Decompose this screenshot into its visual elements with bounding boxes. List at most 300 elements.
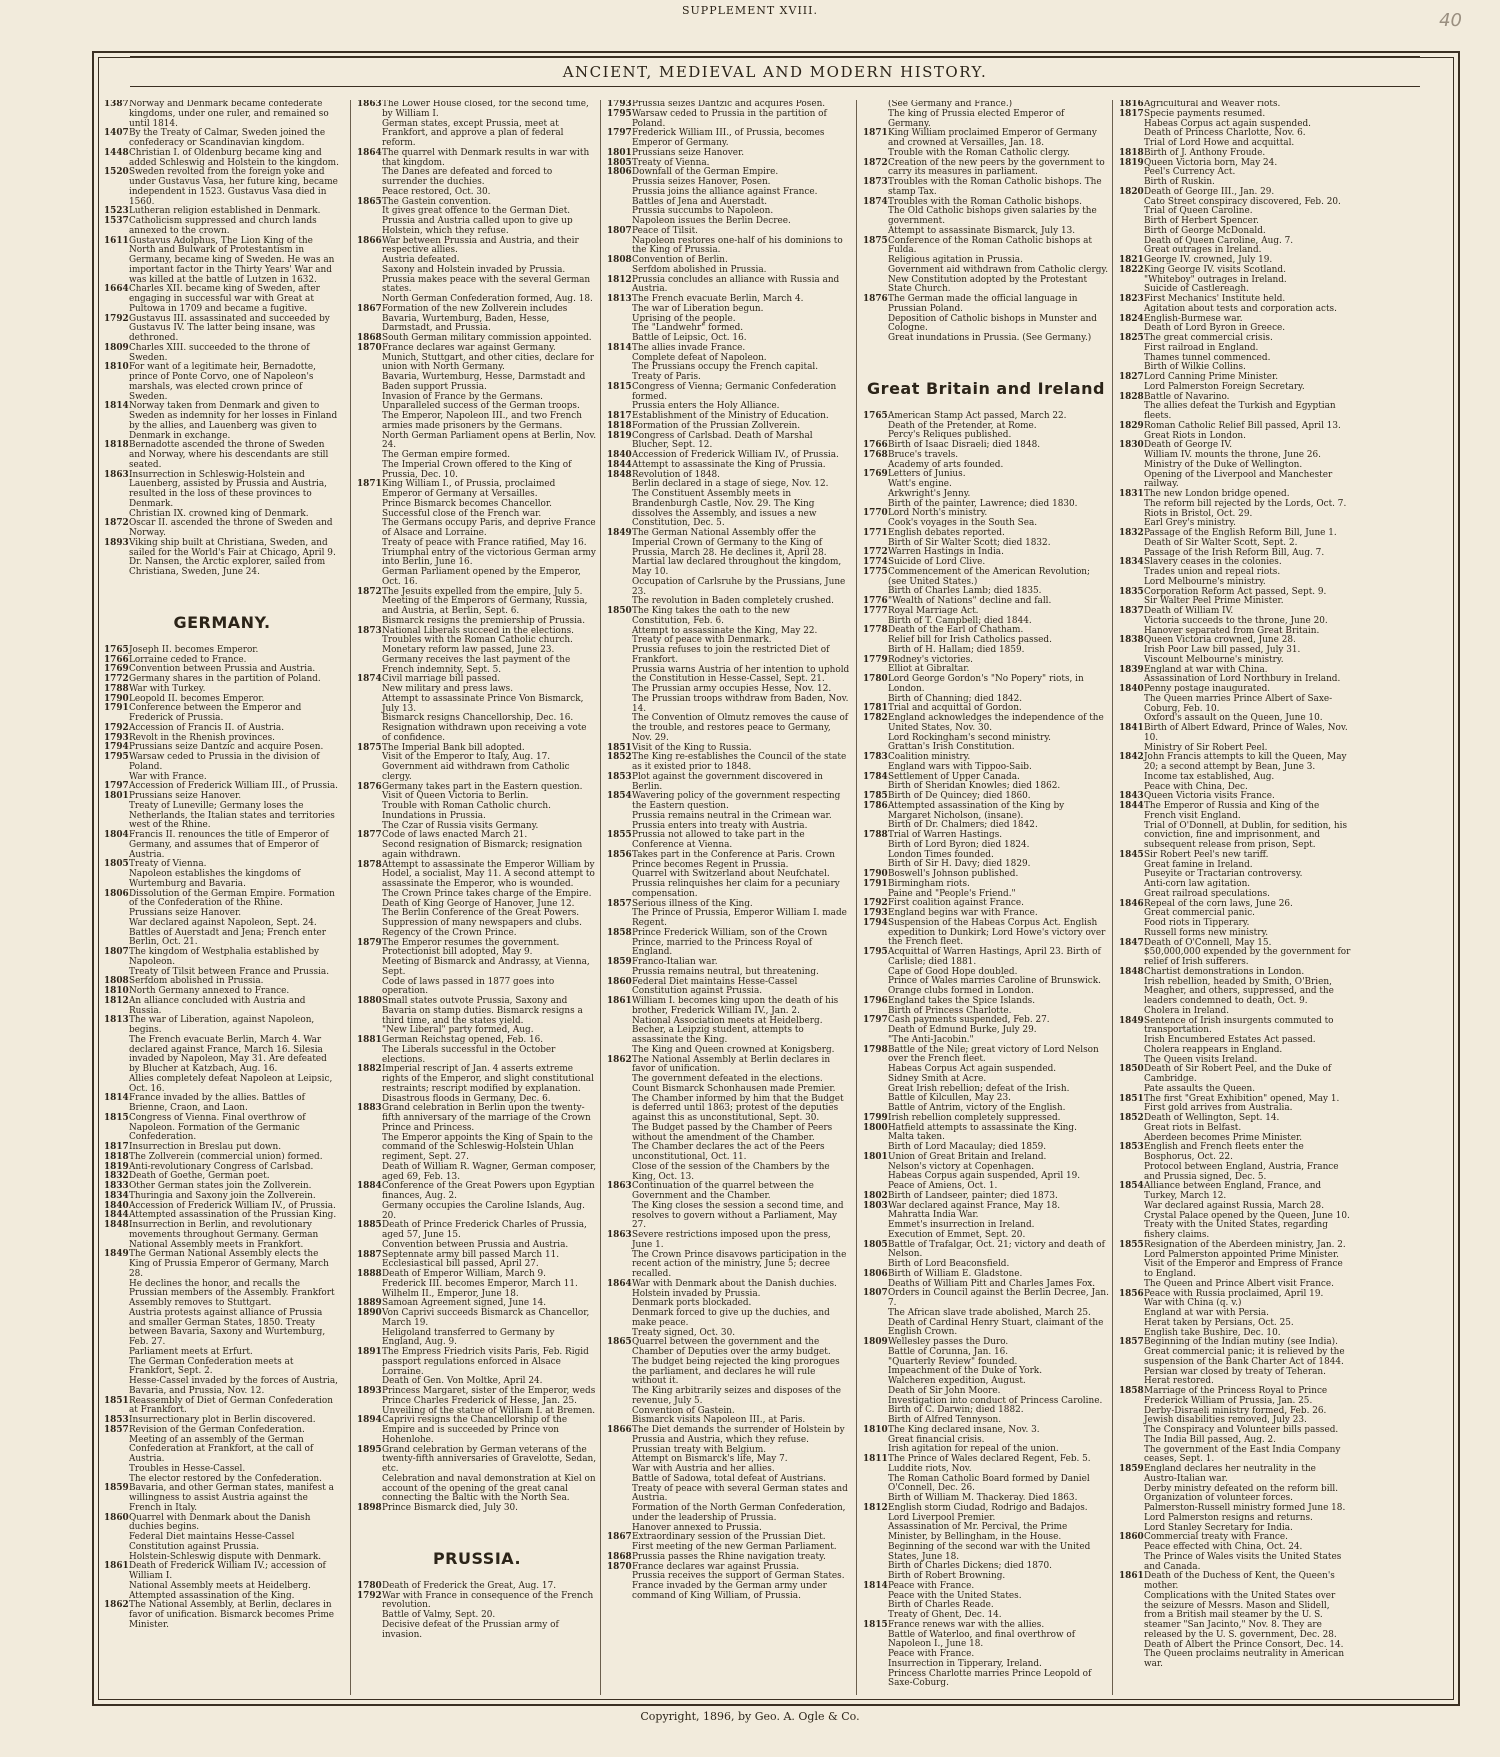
entry-text: Death of the Pretender, at Rome. (888, 420, 1037, 431)
entry-text: The Queen and Prince Albert visit France. (1144, 1278, 1334, 1289)
chronology-entry (357, 217, 597, 237)
entry-year: 1813 (607, 294, 632, 304)
entry-year: 1857 (607, 898, 632, 909)
entry-text: Battle of Kilcullen, May 23. (888, 1093, 1011, 1104)
entry-text: Great inundations in Prussia. (See Germany.) (888, 333, 1092, 343)
entry-text: Cash payments suspended, Feb. 27. (888, 1015, 1050, 1026)
entry-year (863, 1650, 888, 1660)
entry-year (104, 870, 129, 890)
entry-text: Treaty of Vienna. (632, 157, 710, 168)
entry-text: Accession of Francis II. of Austria. (129, 722, 285, 733)
entry-year (607, 237, 632, 257)
entry-year: 1863 (104, 469, 129, 480)
entry-text: Visit of the Emperor to Italy, Aug. 17. (382, 752, 551, 763)
chronology-entry (357, 100, 597, 120)
entry-text: The King and Queen crowned at Konigsberg. (632, 1044, 835, 1055)
entry-text: Birth of Sheridan Knowles; died 1862. (888, 781, 1061, 792)
chronology-entry (357, 412, 597, 432)
entry-text: New military and press laws. (382, 684, 514, 694)
entry-text: Troubles in Hesse-Cassel. (129, 1463, 246, 1474)
entry-year: 1772 (863, 547, 888, 558)
entry-text: Christian IX. crowned king of Denmark. (129, 508, 309, 519)
chronology-entry (607, 558, 851, 578)
entry-text: Birth of Sir Walter Scott; died 1832. (888, 537, 1051, 548)
entry-text: France invaded by the allies. Battles of Brienne, Craon, and Laon. (129, 1093, 305, 1113)
entry-text: Thuringia and Saxony join the Zollverein. (129, 1190, 316, 1201)
chronology-entry (607, 646, 851, 666)
chronology-entry (357, 714, 597, 743)
entry-text: Civil marriage bill passed. (382, 674, 501, 685)
entry-text: By the Treaty of Calmar, Sweden joined the confederacy or Scandinavian kingdom. (129, 128, 326, 148)
entry-text: Battle of Leipsic, Oct. 16. (632, 333, 747, 343)
entry-text: English debates reported. (888, 527, 1005, 538)
chronology-entry (607, 1251, 851, 1280)
entry-text: Peace with France. (888, 1580, 975, 1591)
entry-year (607, 178, 632, 188)
entry-year (1119, 1368, 1144, 1388)
entry-year: 1765 (104, 644, 129, 655)
entry-year (1119, 539, 1144, 549)
entry-year (104, 1358, 129, 1378)
entry-text: France declares war against Prussia. (632, 1561, 800, 1572)
entry-text: The German Confederation meets at Frankfort, Sept. 2. (129, 1356, 294, 1377)
chronology-entry (357, 997, 597, 1026)
entry-year: 1894 (357, 1415, 382, 1426)
entry-text: Lord Canning Prime Minister. (1144, 372, 1279, 382)
chronology-entry (607, 1202, 851, 1231)
entry-text: Prussia seizes Hanover, Posen. (632, 177, 771, 187)
entry-text: The India Bill passed, Aug. 2. (1144, 1434, 1276, 1445)
chronology-entry (607, 529, 851, 558)
chronology-entry (357, 1163, 597, 1183)
entry-text: Russell forms new ministry. (1144, 927, 1269, 938)
chronology-entry (357, 549, 597, 569)
entry-text: Denmark ports blockaded. (632, 1298, 752, 1309)
entry-text: Income tax established, Aug. (1144, 771, 1275, 782)
entry-year: 1848 (104, 1220, 129, 1230)
entry-year: 1831 (1119, 489, 1144, 499)
entry-year: 1796 (863, 995, 888, 1006)
entry-text: First meeting of the new German Parliament. (632, 1542, 837, 1552)
entry-text: Charles XII. became king of Sweden, after engaging in successful war with Great at Pultowa in 1709 and became a fugitive. (129, 284, 320, 314)
entry-year: 1766 (104, 654, 129, 665)
entry-text: The Conspiracy and Volunteer bills passed. (1144, 1425, 1339, 1435)
entry-year (1119, 510, 1144, 520)
entry-text: The first "Great Exhibition" opened, May 1. (1144, 1093, 1340, 1104)
entry-year (863, 1075, 888, 1085)
entry-year (863, 266, 888, 276)
chronology-entry (1119, 1143, 1351, 1163)
entry-text: The French evacuate Berlin, March 4. War declared against France, March 16. Silesia invaded by Napoleon, May 31. Are defeated by Blucher at Katzbach, Aug. 16. (129, 1034, 327, 1074)
entry-year: 1877 (357, 830, 382, 841)
entry-year: 1862 (104, 1600, 129, 1611)
entry-year (357, 1611, 382, 1621)
entry-text: Ministry of Sir Robert Peel. (1144, 742, 1268, 753)
chronology-entry (357, 276, 597, 296)
entry-text: Death of Sir Walter Scott, Sept. 2. (1144, 537, 1298, 548)
chronology-entry (104, 948, 340, 968)
chronology-entry (357, 1592, 597, 1612)
entry-year (1119, 344, 1144, 354)
entry-year: 1837 (1119, 606, 1144, 616)
entry-text: First gold arrives from Australia. (1144, 1103, 1293, 1114)
entry-year: 1786 (863, 800, 888, 811)
entry-text: England takes the Spice Islands. (888, 995, 1036, 1006)
entry-text: The Berlin Conference of the Great Powers. (382, 908, 580, 919)
entry-text: Insurrection in Berlin, and revolutionary movements throughout Germany. German National Assembly meets in Frankfort. (129, 1220, 319, 1250)
entry-text: Complications with the United States over the seizure of Messrs. Mason and Slidell, from a British mail steamer by the U. S. steamer "San Jacinto," Nov. 8. They are released by the U. S. government, Dec. 28. (1144, 1590, 1337, 1640)
entry-year: 1790 (863, 869, 888, 879)
entry-text: The great commercial crisis. (1144, 333, 1273, 343)
entry-text: Visit of the Emperor and Empress of France to England. (1144, 1259, 1343, 1279)
entry-text: Great riots in Belfast. (1144, 1122, 1242, 1133)
entry-text: Prussia concludes an alliance with Russia and Austria. (632, 274, 840, 295)
entry-text: Acquittal of Warren Hastings, April 23. Birth of Carlisle; died 1881. (888, 947, 1101, 967)
entry-year (1119, 471, 1144, 491)
entry-text: Martial law declared throughout the kingdom, May 10. (632, 557, 842, 577)
entry-text: Mahratta India War. (888, 1210, 979, 1221)
chronology-entry (863, 1289, 1109, 1309)
entry-year: 1819 (607, 430, 632, 441)
entry-text: Cato Street conspiracy discovered, Feb. 20. (1144, 196, 1341, 207)
entry-text: Suicide of Lord Clive. (888, 557, 986, 567)
chronology-entry (863, 1241, 1109, 1261)
entry-year: 1848 (607, 469, 632, 480)
entry-year: 1777 (863, 605, 888, 616)
entry-year (607, 324, 632, 334)
entry-year (1119, 354, 1144, 364)
chronology-entry (104, 129, 340, 149)
entry-text: Wilhelm II., Emperor, June 18. (382, 1288, 519, 1299)
entry-year (607, 1143, 632, 1163)
chronology-entry (607, 1426, 851, 1446)
chronology-entry (357, 1309, 597, 1329)
entry-text: Death of the Duchess of Kent, the Queen's mother. (1144, 1571, 1335, 1591)
entry-year (357, 890, 382, 900)
entry-text: Ministry of the Duke of Wellington. (1144, 459, 1303, 470)
entry-text: (See Germany and France.) (888, 100, 1013, 109)
entry-year: 1890 (357, 1308, 382, 1318)
entry-year (1119, 227, 1144, 237)
entry-year: 1791 (104, 703, 129, 714)
entry-text: Celebration and naval demonstration at Kiel on account of the opening of the great canal connecting the Baltic with the North Sea. (382, 1473, 596, 1504)
entry-year (1119, 1260, 1144, 1280)
text-column-5 (1112, 100, 1351, 1695)
entry-text: Queen Victoria born, May 24. (1144, 157, 1278, 168)
entry-year (1119, 1036, 1144, 1046)
chronology-entry (607, 753, 851, 773)
entry-year (863, 256, 888, 266)
entry-text: Severe restrictions imposed upon the press, June 1. (632, 1230, 831, 1250)
entry-year: 1887 (357, 1249, 382, 1260)
entry-year: 1817 (1119, 108, 1144, 119)
entry-text: Continuation of the quarrel between the Government and the Chamber. (632, 1181, 814, 1201)
chronology-entry (1119, 1163, 1351, 1183)
entry-text: Cholera in Ireland. (1144, 1005, 1230, 1016)
entry-year: 1860 (1119, 1532, 1144, 1543)
entry-year: 1824 (1119, 313, 1144, 324)
chronology-entry (357, 978, 597, 998)
entry-year: 1771 (863, 527, 888, 538)
entry-year (863, 1377, 888, 1387)
chronology-entry (104, 1426, 340, 1465)
entry-text: Death of Sir Robert Peel, and the Duke of Cambridge. (1144, 1064, 1332, 1084)
entry-year: 1889 (357, 1298, 382, 1309)
entry-text: Wellesley passes the Duro. (888, 1337, 1009, 1347)
chronology-entry (357, 354, 597, 374)
entry-year (357, 1280, 382, 1290)
entry-text: Birth of the painter, Lawrence; died 1830. (888, 498, 1078, 509)
entry-text: Bruce's travels. (888, 449, 959, 460)
entry-year (863, 851, 888, 861)
chronology-entry (104, 890, 340, 910)
entry-year (607, 207, 632, 217)
chronology-entry (104, 1309, 340, 1348)
entry-year (1119, 276, 1144, 286)
entry-year: 1537 (104, 216, 129, 226)
entry-year (607, 1202, 632, 1231)
chronology-entry (357, 1065, 597, 1094)
entry-text: War with France. (129, 771, 207, 782)
entry-text: War declared against Russia, March 28. (1144, 1200, 1325, 1211)
entry-text: Prussia not allowed to take part in the Conference at Vienna. (632, 830, 805, 850)
entry-text: Cook's voyages in the South Sea. (888, 518, 1038, 528)
entry-text: Attempted assassination of the King by Margaret Nicholson, (insane). (888, 800, 1065, 821)
entry-text: Death of King George of Hanover, June 12. (382, 898, 575, 909)
entry-year: 1872 (863, 157, 888, 168)
entry-text: The German empire formed. (382, 450, 511, 460)
entry-text: Birth of Sir H. Davy; died 1829. (888, 859, 1031, 870)
entry-year: 1799 (863, 1112, 888, 1123)
entry-year (357, 958, 382, 978)
entry-year (607, 880, 632, 900)
entry-year (357, 451, 382, 461)
chronology-entry (1119, 1465, 1351, 1485)
entry-text: Complete defeat of Napoleon. (632, 352, 767, 363)
entry-text: He declines the honor, and recalls the Prussian members of the Assembly. Frankfort Assembly removes to Stuttgart. (129, 1278, 335, 1308)
entry-text: Beginning of the Indian mutiny (see India). (1144, 1337, 1338, 1348)
chronology-entry (607, 1485, 851, 1505)
chronology-entry (104, 1397, 340, 1417)
entry-text: The Prince of Prussia, Emperor William I. made Regent. (632, 908, 847, 928)
chronology-entry (863, 802, 1109, 822)
entry-text: "Wealth of Nations" decline and fall. (888, 596, 1052, 606)
entry-text: Berlin declared in a stage of siege, Nov. 12. (632, 479, 829, 490)
entry-text: North German Confederation formed, Aug. 18. (382, 294, 593, 304)
entry-year: 1768 (863, 449, 888, 460)
entry-text: Warsaw ceded to Prussia in the division of Poland. (129, 752, 320, 772)
entry-text: Grand celebration by German veterans of the twenty-fifth anniversaries of Gravelotte, Sedan, etc. (382, 1444, 597, 1474)
entry-text: Great outrages in Ireland. (1144, 245, 1262, 256)
entry-year: 1842 (1119, 752, 1144, 763)
entry-year (607, 363, 632, 373)
chronology-entry (104, 1601, 340, 1630)
entry-text: Trouble with the Roman Catholic clergy. (888, 147, 1070, 158)
entry-year: 1860 (607, 976, 632, 987)
entry-year: 1838 (1119, 635, 1144, 646)
entry-year: 1806 (863, 1268, 888, 1279)
entry-year (104, 1075, 129, 1095)
entry-text: The Emperor resumes the government. (382, 937, 560, 948)
entry-year: 1857 (104, 1424, 129, 1435)
entry-text: Watt's engine. (888, 479, 952, 489)
entry-text: Peace with China, Dec. (1144, 781, 1248, 792)
entry-text: Frederick III. becomes Emperor, March 11. (382, 1278, 578, 1289)
entry-text: Christian I. of Oldenburg became king and added Schleswig and Holstein to the kingdom. (129, 147, 339, 168)
entry-year (863, 480, 888, 490)
entry-year (863, 1085, 888, 1095)
chronology-entry (357, 461, 597, 481)
entry-text: Bavaria, Wurtemburg, Hesse, Darmstadt and Baden support Prussia. (382, 372, 586, 392)
entry-text: Viscount Melbourne's ministry. (1144, 654, 1284, 665)
chronology-entry (1119, 1368, 1351, 1388)
entry-year: 1816 (1119, 100, 1144, 109)
chronology-entry (1119, 1260, 1351, 1280)
entry-text: Birth of Wilkie Collins. (1144, 362, 1246, 373)
entry-year: 1866 (357, 235, 382, 246)
entry-year (607, 870, 632, 880)
entry-text: Death of Cardinal Henry Stuart, claimant of the English Crown. (888, 1317, 1104, 1338)
entry-year: 1813 (104, 1015, 129, 1026)
entry-year (357, 841, 382, 861)
entry-year: 1860 (104, 1512, 129, 1523)
entry-text: Death of Emperor William, March 9. (382, 1269, 546, 1279)
chronology-entry (1119, 802, 1351, 822)
entry-text: The African slave trade abolished, March 25. (888, 1307, 1091, 1318)
chronology-entry (1119, 471, 1351, 491)
entry-year (607, 1075, 632, 1085)
entry-year (863, 1026, 888, 1036)
entry-year: 1779 (863, 654, 888, 665)
entry-year: 1795 (104, 752, 129, 762)
entry-text: Napoleon restores one-half of his dominions to the King of Prussia. (632, 235, 843, 256)
entry-year (1119, 948, 1144, 968)
entry-year (1119, 1504, 1144, 1514)
entry-text: Agricultural and Weaver riots. (1144, 100, 1281, 109)
entry-text: Irish agitation for repeal of the union. (888, 1444, 1059, 1455)
chronology-entry (104, 1250, 340, 1279)
entry-year: 1872 (104, 518, 129, 529)
entry-text: Lord Palmerston appointed Prime Minister. (1144, 1249, 1339, 1260)
entry-year (357, 753, 382, 763)
entry-year: 1856 (607, 849, 632, 860)
entry-year (1119, 1650, 1144, 1670)
entry-text: Battle of Sadowa, total defeat of Austrians. (632, 1473, 826, 1484)
entry-year: 1800 (863, 1122, 888, 1133)
entry-year: 1868 (607, 1551, 632, 1562)
entry-year: 1873 (863, 177, 888, 187)
entry-text: Habeas Corpus Act again suspended. (888, 1064, 1057, 1074)
chronology-entry (863, 1631, 1109, 1651)
chronology-entry (357, 1387, 597, 1407)
entry-text: Great famine in Ireland. (1144, 859, 1253, 870)
entry-year: 1847 (1119, 937, 1144, 948)
entry-text: The allies defeat the Turkish and Egyptian fleets. (1144, 401, 1336, 421)
entry-text: Anti-corn law agitation. (1144, 879, 1251, 889)
entry-year: 1865 (357, 196, 382, 207)
entry-year (607, 480, 632, 490)
chronology-entry (1119, 402, 1351, 422)
entry-text: Battle of Valmy, Sept. 20. (382, 1610, 496, 1620)
entry-text: The war of Liberation begun. (632, 303, 764, 314)
entry-year (1119, 822, 1144, 851)
entry-year (104, 1309, 129, 1348)
entry-year (1119, 451, 1144, 461)
entry-text: Battle of the Nile; great victory of Lord Nelson over the French fleet. (888, 1044, 1099, 1065)
entry-text: The kingdom of Westphalia established by Napoleon. (129, 947, 320, 967)
entry-year: 1821 (1119, 255, 1144, 265)
entry-text: Germany occupies the Caroline Islands, Aug. 20. (382, 1200, 585, 1221)
entry-year: 1856 (1119, 1288, 1144, 1299)
entry-text: The Gastein convention. (382, 196, 492, 207)
entry-year (607, 636, 632, 646)
chronology-entry (1119, 1017, 1351, 1037)
entry-text: For want of a legitimate heir, Bernadotte, prince of Ponte Corvo, one of Napoleon's marshals, was elected crown prince of Sweden. (129, 362, 316, 402)
entry-year (357, 393, 382, 413)
entry-text: Second resignation of Bismarck; resignation again withdrawn. (382, 840, 583, 860)
entry-text: The Queen visits Ireland. (1144, 1054, 1258, 1065)
chronology-entry (607, 831, 851, 851)
entry-text: Union of Great Britain and Ireland. (888, 1151, 1047, 1162)
entry-year: 1844 (1119, 801, 1144, 811)
entry-text: North Germany annexed to France. (129, 986, 290, 996)
entry-text: John Francis attempts to kill the Queen, May 20; a second attempt by Bean, June 3. (1144, 752, 1347, 772)
entry-text: Malta taken. (888, 1132, 945, 1143)
entry-text: Lord North's ministry. (888, 508, 988, 519)
entry-text: Denmark forced to give up the duchies, and make peace. (632, 1308, 830, 1328)
entry-text: Battle of Trafalgar, Oct. 21; victory and death of Nelson. (888, 1239, 1105, 1260)
entry-year: 1780 (863, 674, 888, 684)
chronology-entry (104, 1533, 340, 1553)
entry-year: 1819 (1119, 157, 1144, 168)
entry-text: The government defeated in the elections. (632, 1074, 823, 1084)
entry-text: Assassination of Mr. Percival, the Prime Minister, by Bellingham, in the House. Beginning of the second war with the United States, June 18. (888, 1522, 1091, 1562)
entry-year: 1774 (863, 557, 888, 567)
entry-text: Queen Victoria visits France. (1144, 791, 1275, 802)
entry-text: Prince Bismarck died, July 30. (382, 1503, 519, 1513)
entry-year: 1828 (1119, 391, 1144, 402)
entry-year (863, 1436, 888, 1446)
entry-text: William I. becomes king upon the death of his brother, Frederick William IV., Jan. 2. (632, 996, 839, 1016)
entry-year (1119, 1251, 1144, 1261)
entry-year: 1832 (1119, 528, 1144, 538)
pencil-page-number: 40 (1439, 10, 1462, 31)
entry-text: German states, except Prussia, meet at Frankfort, and approve a plan of federal reform. (382, 118, 564, 148)
entry-year (607, 909, 632, 929)
entry-text: $50,000,000 expended by the government for relief of Irish sufferers. (1144, 947, 1351, 967)
entry-text: Death of Wellington, Sept. 14. (1144, 1113, 1280, 1123)
entry-year (607, 627, 632, 637)
entry-text: The king of Prussia elected Emperor of Germany. (888, 108, 1065, 129)
entry-year: 1818 (104, 440, 129, 451)
entry-text: Passage of the English Reform Bill, June 1. (1144, 528, 1337, 538)
entry-text: Anti-revolutionary Congress of Carlsbad. (129, 1161, 314, 1172)
entry-text: Birth of H. Hallam; died 1859. (888, 644, 1025, 655)
entry-text: Trouble with Roman Catholic church. (382, 801, 551, 811)
entry-text: Great commercial panic. (1144, 908, 1255, 919)
entry-text: Death of O'Connell, May 15. (1144, 937, 1272, 948)
entry-year (357, 256, 382, 266)
entry-text: Attempt to assassinate the King of Prussia. (632, 459, 826, 470)
entry-text: Attempt to assassinate the Emperor William by Hodel, a socialist, May 11. A second attempt to assassinate the Emperor, who is wounded. (382, 859, 595, 889)
entry-text: Prince Bismarck becomes Chancellor. (382, 498, 552, 509)
chronology-entry (104, 1036, 340, 1075)
entry-text: Sidney Smith at Acre. (888, 1073, 987, 1084)
entry-year (607, 685, 632, 695)
chronology-entry (607, 978, 851, 998)
entry-text: Heligoland transferred to Germany by England, Aug. 9. (382, 1327, 555, 1348)
entry-year (863, 1094, 888, 1104)
